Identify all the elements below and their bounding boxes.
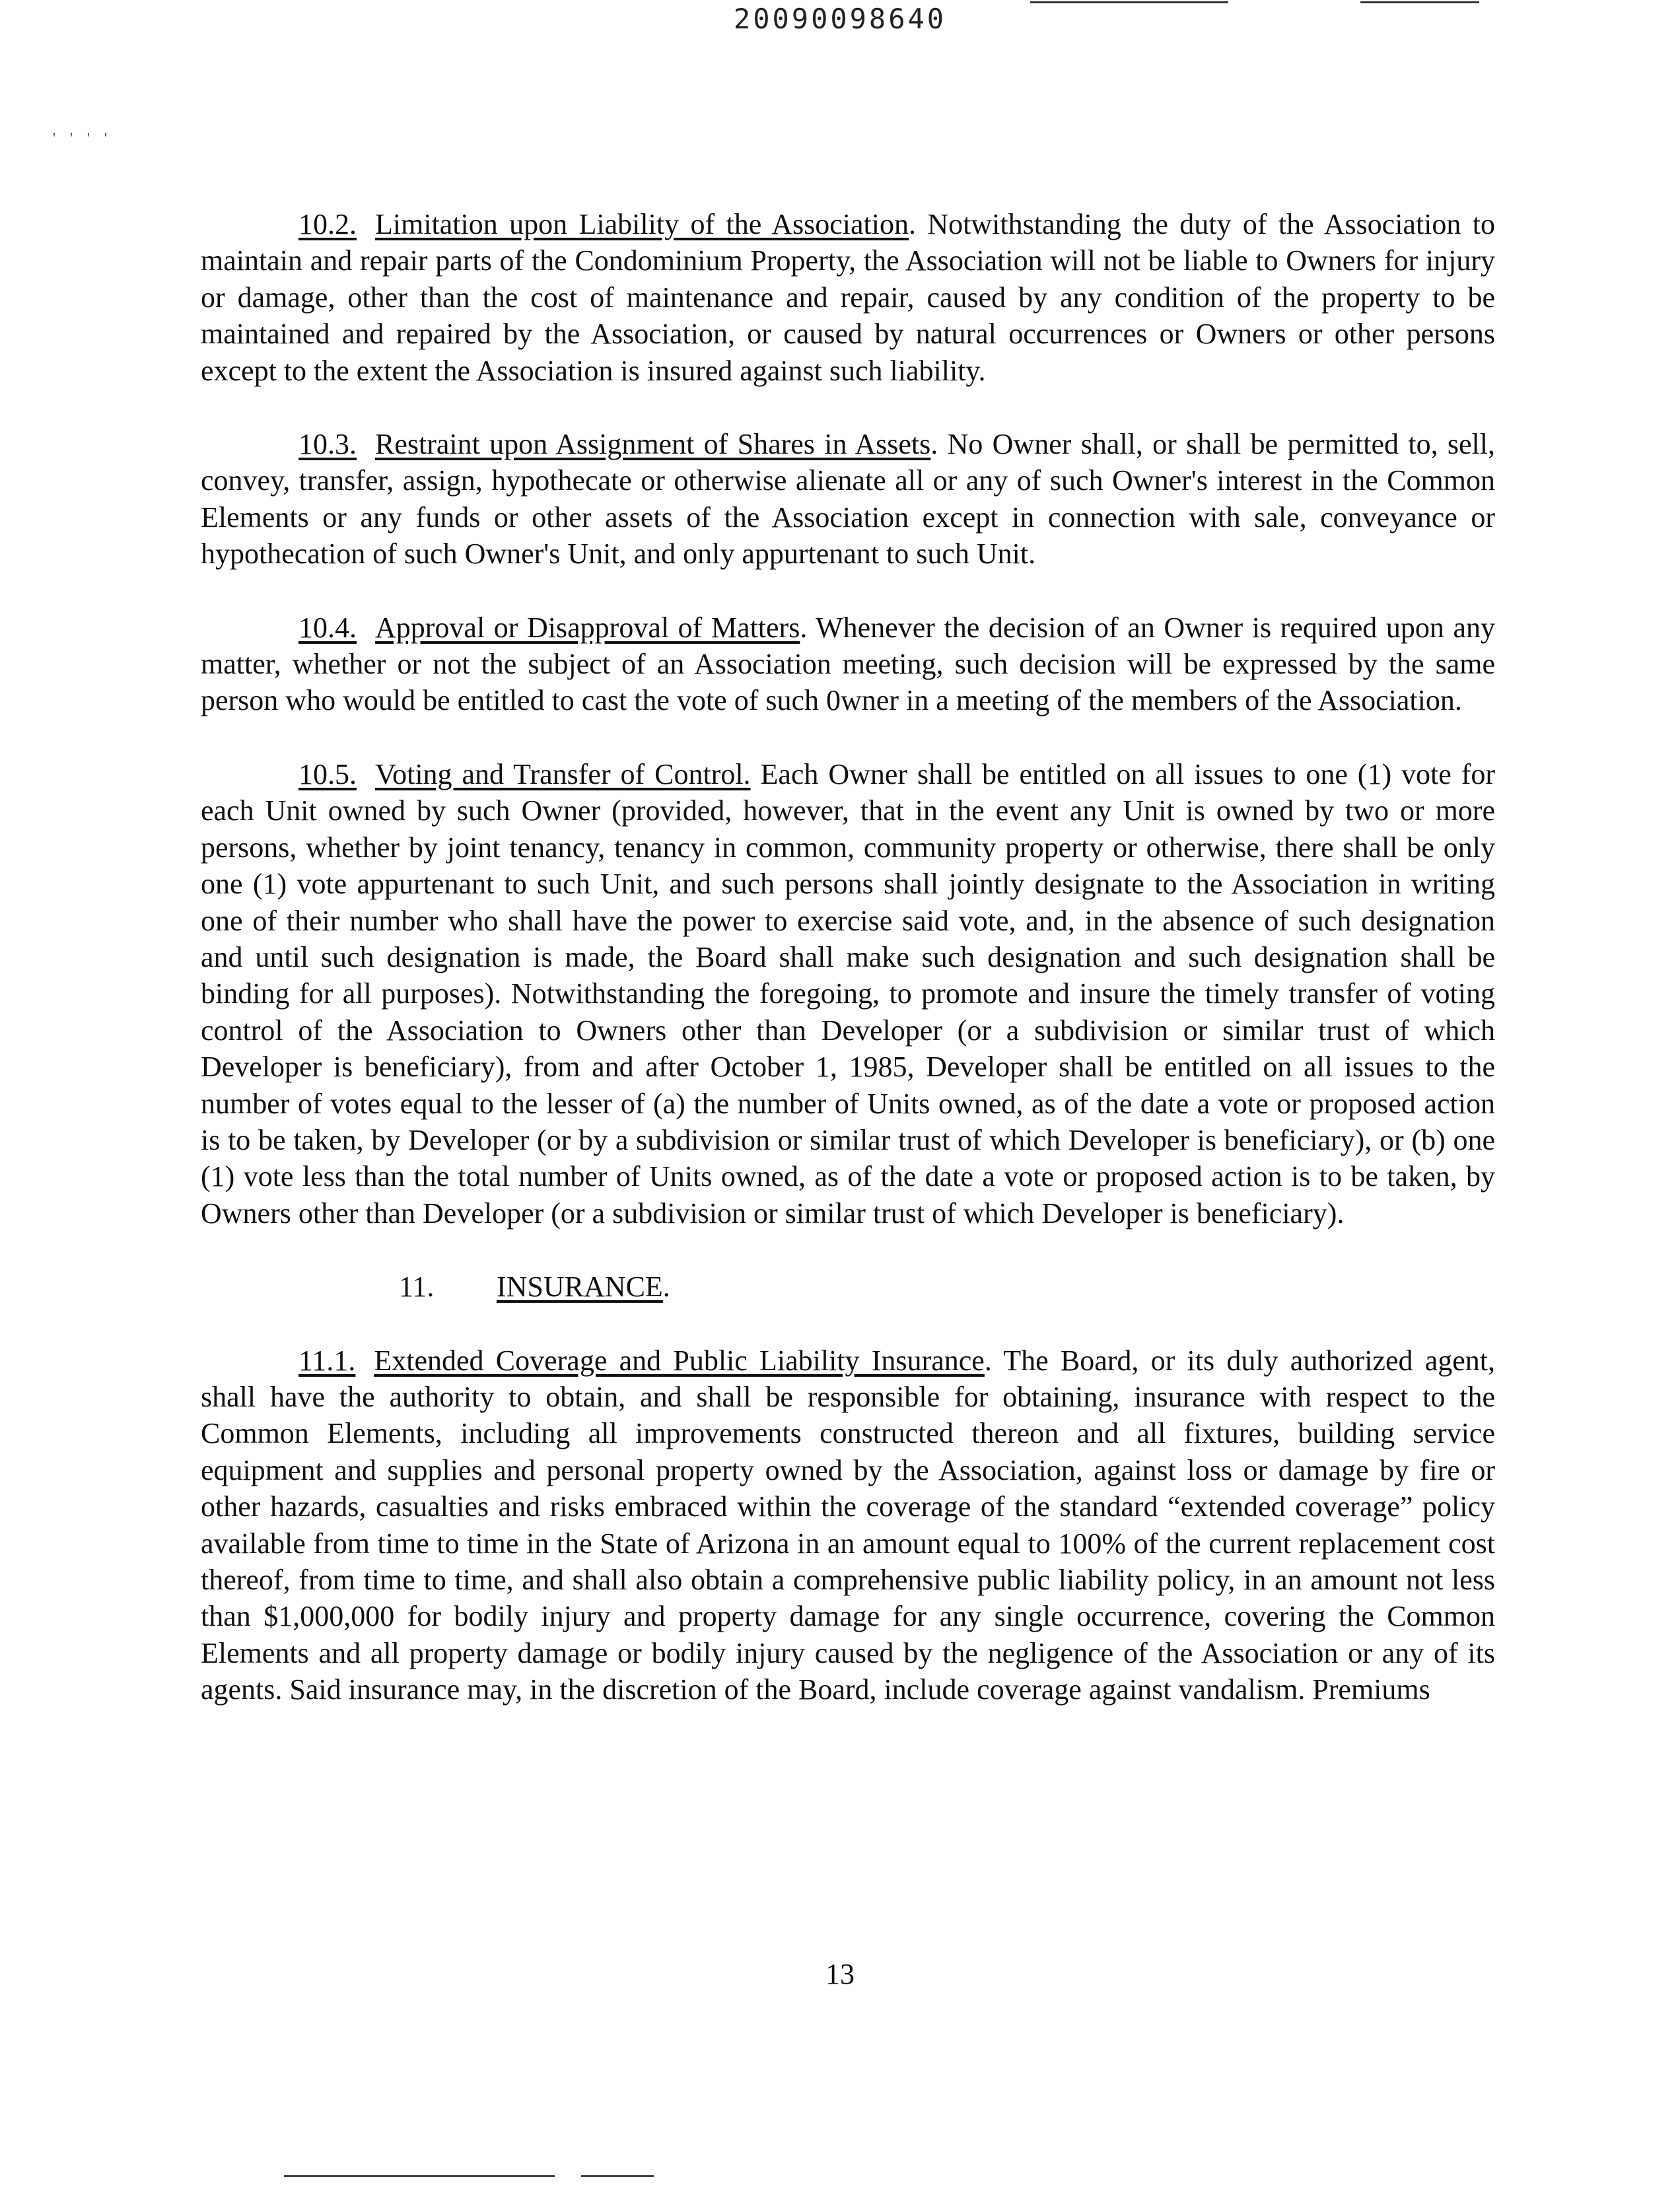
section-heading: Extended Coverage and Public Liability Insurance xyxy=(374,1344,985,1377)
section-body: No Owner shall, or shall be permitted to, sell, convey, transfer, assign, hypothecate or otherwise alienate all or any of such Owner's interest in the Common Elements or any funds or other assets of the Association except in connection with sale, conveyance or hypothecation of such Owner's Unit, and only appurtenant to such Unit. xyxy=(201,428,1495,571)
document-number: 20090098640 xyxy=(733,3,947,35)
section-heading: Restraint upon Assignment of Shares in Assets xyxy=(375,428,931,461)
top-rule-left xyxy=(1030,1,1228,3)
section-body: Notwithstanding the duty of the Association to maintain and repair parts of the Condominium Property, the Association will not be liable to Owners for injury or damage, other than the cost of maintenance and repair, caused by any condition of the property to be maintained and repaired by the Association, or caused by natural occurrences or Owners or other persons except to the extent the Association is insured against such liability. xyxy=(201,208,1496,387)
section-10-5 xyxy=(201,756,1495,1232)
section-heading: Approval or Disapproval of Matters xyxy=(375,611,800,644)
section-number: 10.5. xyxy=(298,757,357,790)
section-body: Whenever the decision of an Owner is required upon any matter, whether or not the subject of an Association meeting, such decision will be expressed by the same person who would be entitled to cast the vote of such 0wner in a meeting of the members of the Association. xyxy=(201,611,1495,717)
page-number: 13 xyxy=(825,1958,855,1990)
article-title-period: . xyxy=(662,1270,670,1303)
section-number: 10.3. xyxy=(298,428,357,461)
section-heading: Voting and Transfer of Control. xyxy=(375,757,751,790)
section-number: 10.4. xyxy=(298,611,357,644)
bottom-rule-short xyxy=(581,2175,654,2177)
section-10-4: 10.4. Approval or Disapproval of Matters. Whenever the decision of an Owner is required upon any matter, whether or not the subject of an Association meeting, such decision will be expressed by the same person who would be entitled to cast the vote of such 0wner in a meeting of the members of the Association. xyxy=(201,611,1495,717)
document-body xyxy=(201,206,1495,1745)
article-number: 11. xyxy=(399,1270,435,1303)
article-11-heading xyxy=(201,1268,1495,1305)
section-heading: Limitation upon Liability of the Association xyxy=(375,208,909,240)
section-10-3: 10.3. Restraint upon Assignment of Shares in Assets. No Owner shall, or shall be permitted to, sell, convey, transfer, assign, hypothecate or otherwise alienate all or any of such Owner's interest in the Common Elements or any funds or other assets of the Association except in connection with sale, conveyance or hypothecation of such Owner's Unit, and only appurtenant to such Unit. xyxy=(201,428,1495,571)
bottom-rule xyxy=(284,2175,555,2177)
section-number: 10.2. xyxy=(298,208,357,240)
article-title: INSURANCE xyxy=(497,1270,663,1303)
section-11-1: 11.1. Extended Coverage and Public Liability Insurance. The Board, or its duly authorized agent, shall have the authority to obtain, and shall be responsible for obtaining, insurance with respect to the Common Elements, including all improvements constructed thereon and all fixtures, building service equipment and supplies and personal property owned by the Association, against loss or damage by fire or other hazards, casualties and risks embraced within the coverage of the standard “extended coverage” policy available from time to time in the State of Arizona in an amount equal to 100% of the current replacement cost thereof, from time to time, and shall also obtain a comprehensive public liability policy, in an amount not less than $1,000,000 for bodily injury and property damage for any single occurrence, covering the Common Elements and all property damage or bodily injury caused by the negligence of the Association or any of its agents. Said insurance may, in the discretion of the Board, include coverage against vandalism. Premiums xyxy=(201,1344,1495,1706)
section-10-2: 10.2. Limitation upon Liability of the Association. Notwithstanding the duty of the Association to maintain and repair parts of the Condominium Property, the Association will not be liable to Owners for injury or damage, other than the cost of maintenance and repair, caused by any condition of the property to be maintained and repaired by the Association, or caused by natural occurrences or Owners or other persons except to the extent the Association is insured against such liability. xyxy=(201,208,1496,387)
section-number: 11.1. xyxy=(298,1344,356,1377)
top-rule-right xyxy=(1360,1,1479,3)
section-body: The Board, or its duly authorized agent, shall have the authority to obtain, and shall be responsible for obtaining, insurance with respect to the Common Elements, including all improvements constructed thereon and all fixtures, building service equipment and supplies and personal property owned by the Association, against loss or damage by fire or other hazards, casualties and risks embraced within the coverage of the standard “extended coverage” policy available from time to time in the State of Arizona in an amount equal to 100% of the current replacement cost thereof, from time to time, and shall also obtain a comprehensive public liability policy, in an amount not less than $1,000,000 for bodily injury and property damage for any single occurrence, covering the Common Elements and all property damage or bodily injury caused by the negligence of the Association or any of its agents. Said insurance may, in the discretion of the Board, include coverage against vandalism. Premiums xyxy=(201,1344,1495,1706)
section-body: Each Owner shall be entitled on all issues to one (1) vote for each Unit owned by such Owner (provided, however, that in the event any Unit is owned by two or more persons, whether by joint tenancy, tenancy in common, community property or otherwise, there shall be only one (1) vote appurtenant to such Unit, and such persons shall jointly designate to the Association in writing one of their number who shall have the power to exercise said vote, and, in the absence of such designation and until such designation is made, the Board shall make such designation and such designation shall be binding for all purposes). Notwithstanding the foregoing, to promote and insure the timely transfer of voting control of the Association to Owners other than Developer (or a subdivision or similar trust of which Developer is beneficiary), from and after October 1, 1985, Developer shall be entitled on all issues to the number of votes equal to the lesser of (a) the number of Units owned, as of the date a vote or proposed action is to be taken, by Developer (or by a subdivision or similar trust of which Developer is beneficiary), or (b) one (1) vote less than the total number of Units owned, as of the date a vote or proposed action is to be taken, by Owners other than Developer (or a subdivision or similar trust of which Developer is beneficiary). xyxy=(201,757,1495,1230)
scan-artifact: '''' xyxy=(53,129,122,146)
